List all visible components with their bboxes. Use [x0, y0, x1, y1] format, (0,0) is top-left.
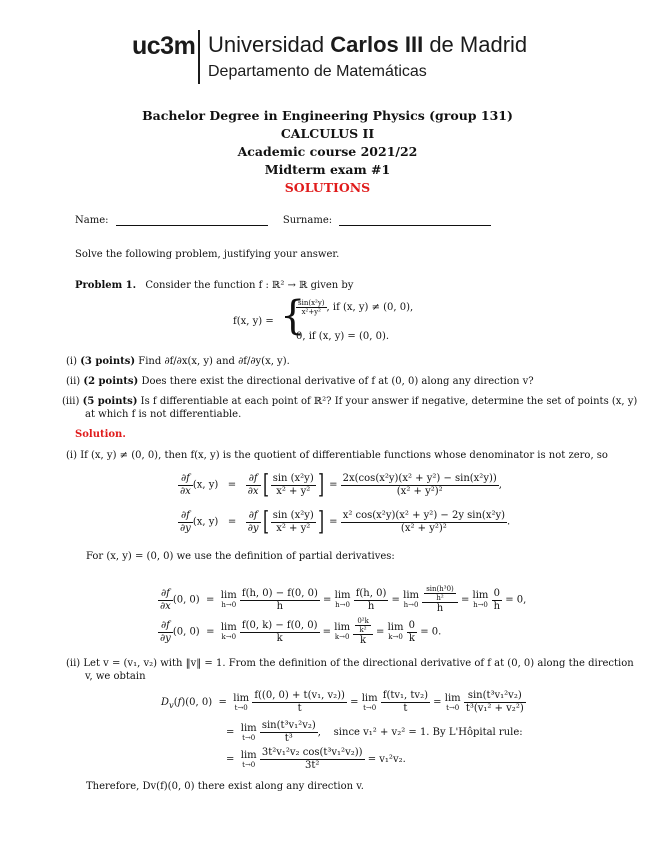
academic-year: Academic course 2021/22 — [237, 144, 418, 159]
degree-title: Bachelor Degree in Engineering Physics (group 131) — [142, 108, 513, 123]
solutions-title: SOLUTIONS — [284, 180, 371, 195]
directional-derivative-line2: = lim t→0 $\frac{\text{sin(t³v₁²v₂)}}{\text{t³}}$ , since v₁² + v₂² = 1. By L'Hôpital rule: — [226, 720, 523, 744]
university-logo — [132, 30, 532, 88]
directional-derivative-line1: $D_v(f)(0$, 0) = lim t→0 $\frac{\text{f((0, 0) + t(v₁, v₂))}}{t}$ = lim t→0 $\frac{\text{f(tv₁, tv₂)}}{t}$ = lim t→0 $\frac{\text{sin(t³v₁²v₂)}}{\text{t³(v₁² + v₂²)}}$ — [161, 690, 524, 714]
logo-mark: uc3m — [132, 32, 196, 60]
logo-divider — [198, 30, 200, 84]
conclusion: Therefore, Dv(f)(0, 0) there exist along any direction v. — [86, 781, 364, 792]
case-1: $\frac{\text{sin(x²y)}}{\text{x²+y²}}$ , if (x, y) ≠ (0, 0), — [298, 299, 414, 316]
part-ii: (ii) (2 points) Does there exist the directional derivative of f at (0, 0) along any direction v? — [66, 376, 534, 387]
case1-fraction: $\frac{\text{sin(x²y)}}{\text{x²+y²}}$ — [298, 299, 325, 316]
df-dx-result: $\frac{\text{2x(cos(x²y)(x² + y²) − sin(x²y))}}{\text{(x² + y²)²}}$ — [342, 472, 497, 497]
solution-ii-intro-cont: v, we obtain — [85, 671, 146, 682]
origin-intro: For (x, y) = (0, 0) we use the definition of partial derivatives: — [86, 551, 395, 562]
partial-x-origin: $\frac{\partial f}{\partial x}$ (0, 0) = lim h→0 $\frac{f(h, 0) - f(0, 0)}{h}$ = lim h→0 $\frac{f(h, 0)}{h}$ = lim h→0 $\frac{\frac{\text{sin(h³0)}}{\text{h²}}}{h}$ = lim h→0 $\frac{0}{h}$ = 0, — [160, 585, 527, 614]
university-name: Universidad Carlos III de Madrid — [208, 32, 528, 57]
part-iii: (iii) (5 points) Is f differentiable at each point of ℝ²? If your answer if negative, determine the set of points (x, y) — [62, 396, 638, 407]
df-dy-result: $\frac{\text{x² cos(x²y)(x² + y²) − 2y sin(x²y)}}{\text{(x² + y²)²}}$ — [342, 509, 506, 534]
directional-derivative-line3: = lim t→0 $\frac{\text{3t²v₁²v₂ cos(t³v₁²v₂))}}{\text{3t²}}$ = v₁²v₂. — [226, 747, 406, 771]
name-line[interactable] — [116, 215, 268, 226]
course-title: CALCULUS II — [280, 126, 375, 141]
df-dy-equation: $\frac{\partial f}{\partial y}$ (x, y) = $\frac{\partial f}{\partial y}$ [ $\frac{\text{sin (x²y)}}{\text{x² + y²}}$ ] = $\frac{\text{x² cos(x²y)(x² + y²) − 2y sin(x²y)}}{\text{(x² + y²)²}}$ . — [180, 507, 511, 537]
problem-statement — [75, 279, 353, 292]
surname-line[interactable] — [339, 215, 491, 226]
problem-label: Problem 1. — [75, 280, 137, 291]
solution-label: Solution. — [75, 429, 126, 440]
solution-i-intro: (i) If (x, y) ≠ (0, 0), then f(x, y) is the quotient of differentiable functions whose denominator is not zero, so — [66, 450, 608, 461]
part-iii-cont: at which f is not differentiable. — [85, 409, 242, 420]
solution-ii-intro: (ii) Let v = (v₁, v₂) with ‖v‖ = 1. From the definition of the directional derivative of f at (0, 0) along the direction — [66, 658, 634, 669]
problem-intro: Consider the function f : ℝ² → ℝ given by — [145, 280, 354, 291]
name-fields — [75, 215, 491, 226]
case-2: 0, if (x, y) = (0, 0). — [296, 331, 390, 342]
instructions: Solve the following problem, justifying your answer. — [75, 249, 340, 260]
df-dx-equation: $\frac{\partial f}{\partial x}$ (x, y) = $\frac{\partial f}{\partial x}$ [ $\frac{\text{sin (x²y)}}{\text{x² + y²}}$ ] = $\frac{\text{2x(cos(x²y)(x² + y²) − sin(x²y))}}{\text{(x² + y²)²}}$ , — [180, 470, 502, 500]
surname-label: Surname: — [282, 215, 333, 226]
part-i: (i) (3 points) Find ∂f/∂x(x, y) and ∂f/∂y(x, y). — [66, 356, 290, 367]
function-lhs: f(x, y) = — [233, 316, 274, 327]
name-label: Name: — [75, 215, 109, 226]
partial-y-origin: $\frac{\partial f}{\partial y}$ (0, 0) = lim k→0 $\frac{f(0, k) - f(0, 0)}{k}$ = lim k→0 $\frac{\frac{\text{0²k}}{\text{k²}}}{k}$ = lim k→0 $\frac{0}{k}$ = 0. — [160, 617, 442, 646]
exam-titles — [0, 107, 655, 197]
department-name: Departamento de Matemáticas — [208, 63, 427, 80]
exam-title: Midterm exam #1 — [264, 162, 391, 177]
cases-brace: { — [280, 293, 306, 339]
